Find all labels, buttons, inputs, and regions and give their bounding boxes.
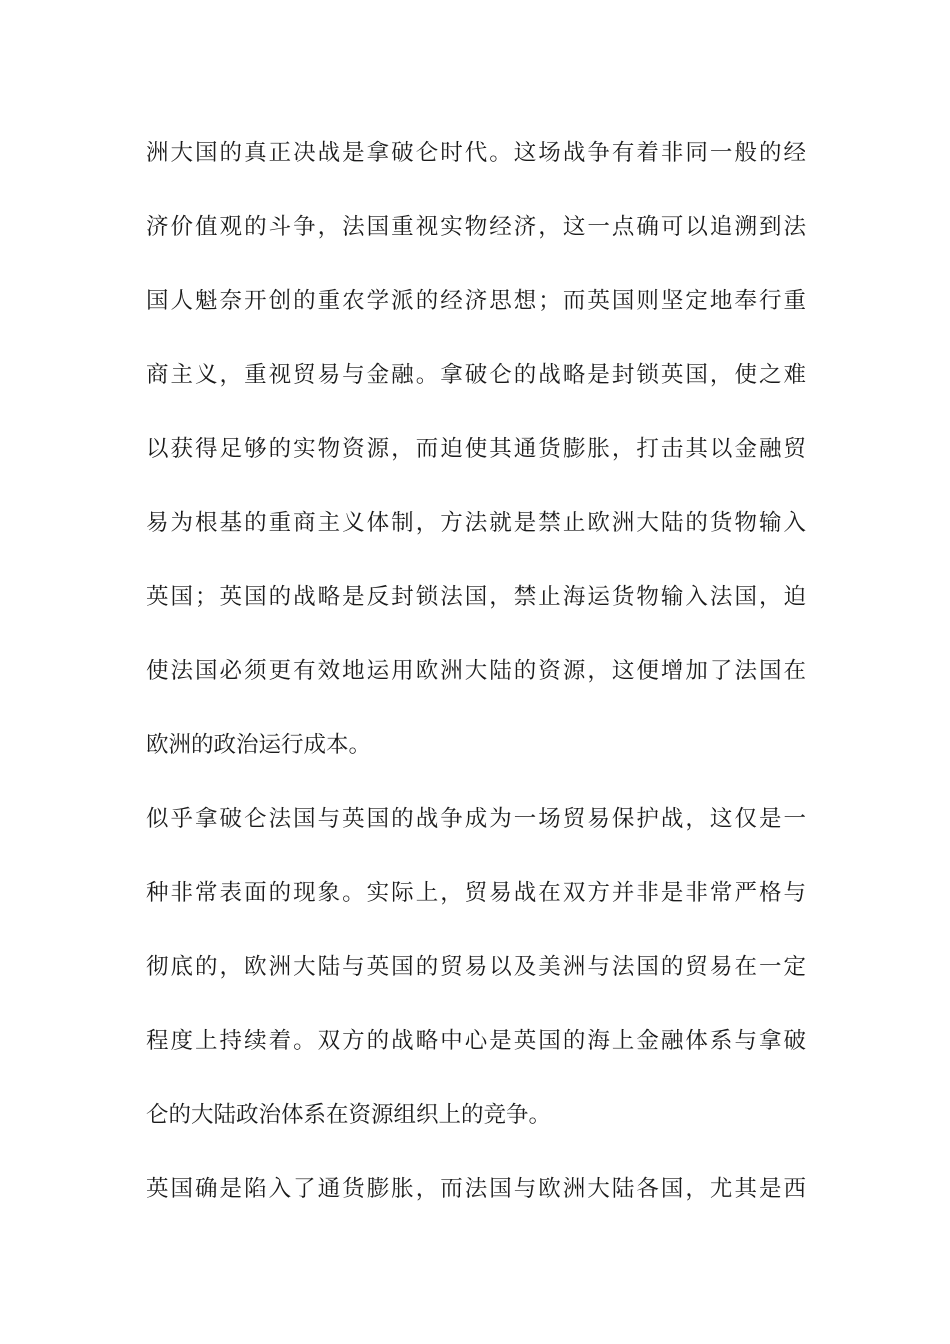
text-line-7: 英国；英国的战略是反封锁法国，禁止海运货物输入法国，迫 — [146, 584, 806, 610]
text-line-10: 似乎拿破仑法国与英国的战争成为一场贸易保护战，这仅是一 — [146, 806, 806, 832]
text-line-6: 易为根基的重商主义体制，方法就是禁止欧洲大陆的货物输入 — [146, 510, 806, 536]
text-line-5: 以获得足够的实物资源，而迫使其通货膨胀，打击其以金融贸 — [146, 436, 806, 462]
text-line-3: 国人魁奈开创的重农学派的经济思想；而英国则坚定地奉行重 — [146, 288, 806, 314]
text-line-14: 仑的大陆政治体系在资源组织上的竞争。 — [146, 1102, 552, 1128]
text-line-1: 洲大国的真正决战是拿破仑时代。这场战争有着非同一般的经 — [146, 140, 806, 166]
text-line-2: 济价值观的斗争，法国重视实物经济，这一点确可以追溯到法 — [146, 214, 806, 240]
text-line-4: 商主义，重视贸易与金融。拿破仑的战略是封锁英国，使之难 — [146, 362, 806, 388]
text-line-9: 欧洲的政治运行成本。 — [146, 732, 372, 758]
text-line-13: 程度上持续着。双方的战略中心是英国的海上金融体系与拿破 — [146, 1028, 806, 1054]
text-line-11: 种非常表面的现象。实际上，贸易战在双方并非是非常严格与 — [146, 880, 806, 906]
text-line-12: 彻底的，欧洲大陆与英国的贸易以及美洲与法国的贸易在一定 — [146, 954, 806, 980]
text-line-8: 使法国必须更有效地运用欧洲大陆的资源，这便增加了法国在 — [146, 658, 806, 684]
text-line-15: 英国确是陷入了通货膨胀，而法国与欧洲大陆各国，尤其是西 — [146, 1176, 806, 1202]
